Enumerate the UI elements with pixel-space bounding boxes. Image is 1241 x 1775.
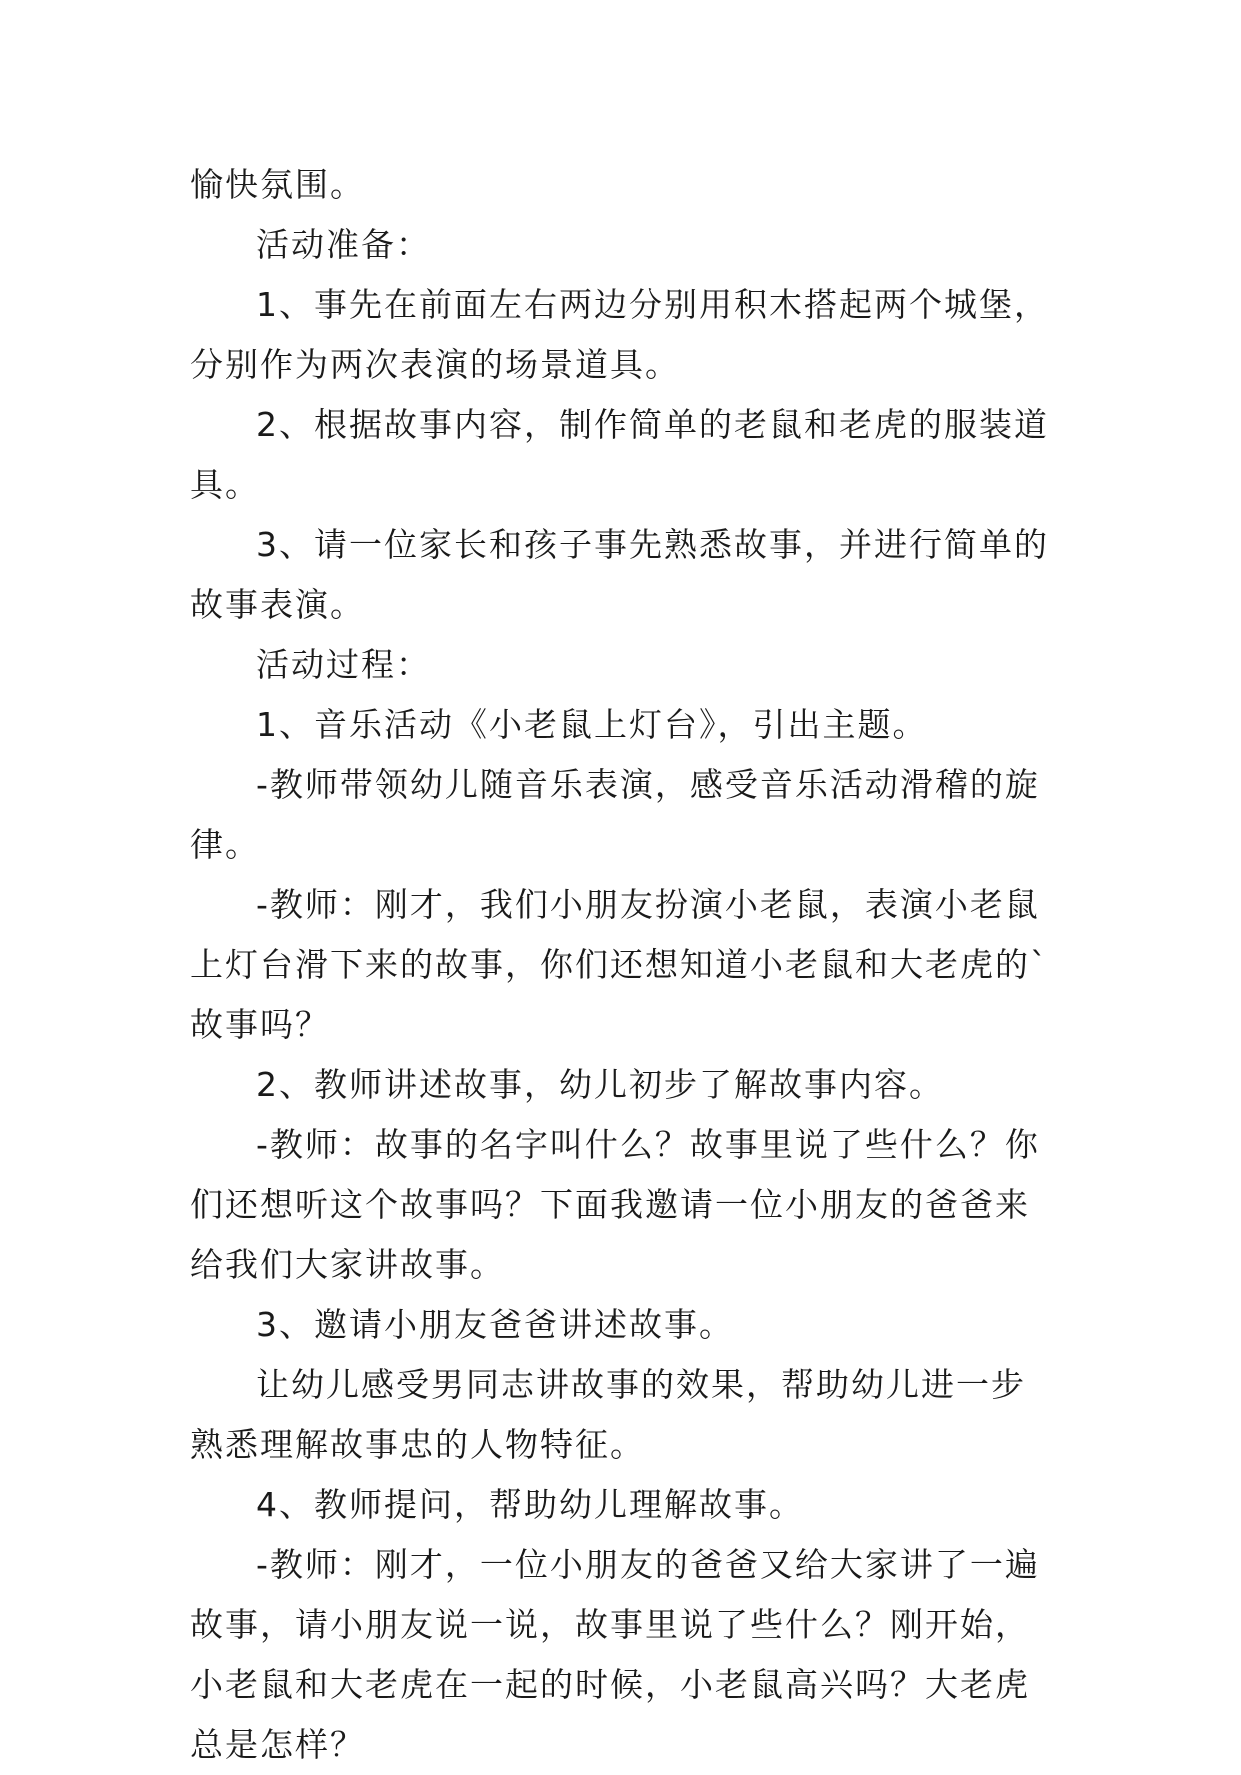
paragraph-prep-3: 3、请一位家长和孩子事先熟悉故事，并进行简单的故事表演。: [190, 525, 1049, 624]
heading-activity-preparation: 活动准备：: [256, 225, 431, 264]
paragraph-process-1b: -教师：刚才，我们小朋友扮演小老鼠，表演小老鼠上灯台滑下来的故事，你们还想知道小老鼠和大老虎的`故事吗？: [190, 885, 1049, 1044]
paragraph-process-2: 2、教师讲述故事，幼儿初步了解故事内容。: [256, 1065, 944, 1104]
document-body: [190, 155, 1050, 1775]
paragraph-process-3: 3、邀请小朋友爸爸讲述故事。: [256, 1305, 734, 1344]
paragraph-prep-1: 1、事先在前面左右两边分别用积木搭起两个城堡，分别作为两次表演的场景道具。: [190, 285, 1049, 384]
heading-activity-process: 活动过程：: [256, 645, 431, 684]
paragraph-process-4: 4、教师提问，帮助幼儿理解故事。: [256, 1485, 804, 1524]
paragraph-process-1: 1、音乐活动《小老鼠上灯台》，引出主题。: [256, 705, 928, 744]
paragraph-process-2a: -教师：故事的名字叫什么？故事里说了些什么？你们还想听这个故事吗？下面我邀请一位小朋友的爸爸来给我们大家讲故事。: [190, 1125, 1040, 1284]
paragraph-process-4a: -教师：刚才，一位小朋友的爸爸又给大家讲了一遍故事，请小朋友说一说，故事里说了些什么？刚开始，小老鼠和大老虎在一起的时候，小老鼠高兴吗？大老虎总是怎样？: [190, 1545, 1040, 1764]
paragraph-process-3a: 让幼儿感受男同志讲故事的效果，帮助幼儿进一步熟悉理解故事忠的人物特征。: [190, 1365, 1026, 1464]
paragraph-process-1a: -教师带领幼儿随音乐表演，感受音乐活动滑稽的旋律。: [190, 765, 1040, 864]
paragraph-continuation: 愉快氛围。: [190, 165, 365, 204]
paragraph-prep-2: 2、根据故事内容，制作简单的老鼠和老虎的服装道具。: [190, 405, 1049, 504]
